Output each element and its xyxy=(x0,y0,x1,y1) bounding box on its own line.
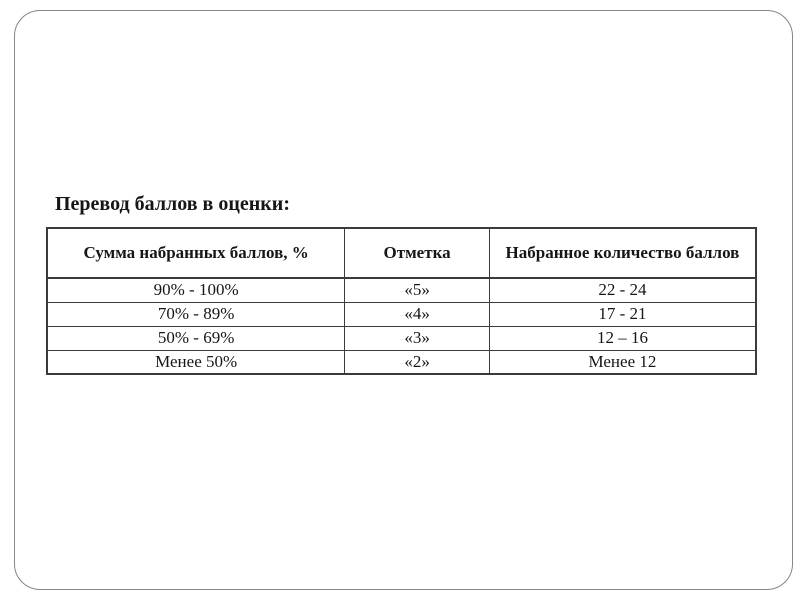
table-cell-percent: Менее 50% xyxy=(47,350,345,374)
table-header-row xyxy=(47,228,756,278)
table-cell-percent: 70% - 89% xyxy=(47,302,345,326)
table-cell-percent: 90% - 100% xyxy=(47,278,345,302)
table-cell-points: 12 – 16 xyxy=(489,326,756,350)
table-cell-points: 17 - 21 xyxy=(489,302,756,326)
table-row xyxy=(47,350,756,374)
table-row xyxy=(47,326,756,350)
table-row xyxy=(47,302,756,326)
table-cell-points: Менее 12 xyxy=(489,350,756,374)
table-cell-mark: «5» xyxy=(345,278,490,302)
page-title: Перевод баллов в оценки: xyxy=(55,193,290,215)
table-cell-mark: «4» xyxy=(345,302,490,326)
table-row xyxy=(47,278,756,302)
grade-conversion-table xyxy=(46,227,757,375)
table-cell-points: 22 - 24 xyxy=(489,278,756,302)
table-header-points: Набранное количество баллов xyxy=(489,228,756,278)
slide-frame xyxy=(14,10,793,590)
table-cell-mark: «2» xyxy=(345,350,490,374)
table-cell-percent: 50% - 69% xyxy=(47,326,345,350)
table-header-mark: Отметка xyxy=(345,228,490,278)
table-cell-mark: «3» xyxy=(345,326,490,350)
table-header-score-percent: Сумма набранных баллов, % xyxy=(47,228,345,278)
